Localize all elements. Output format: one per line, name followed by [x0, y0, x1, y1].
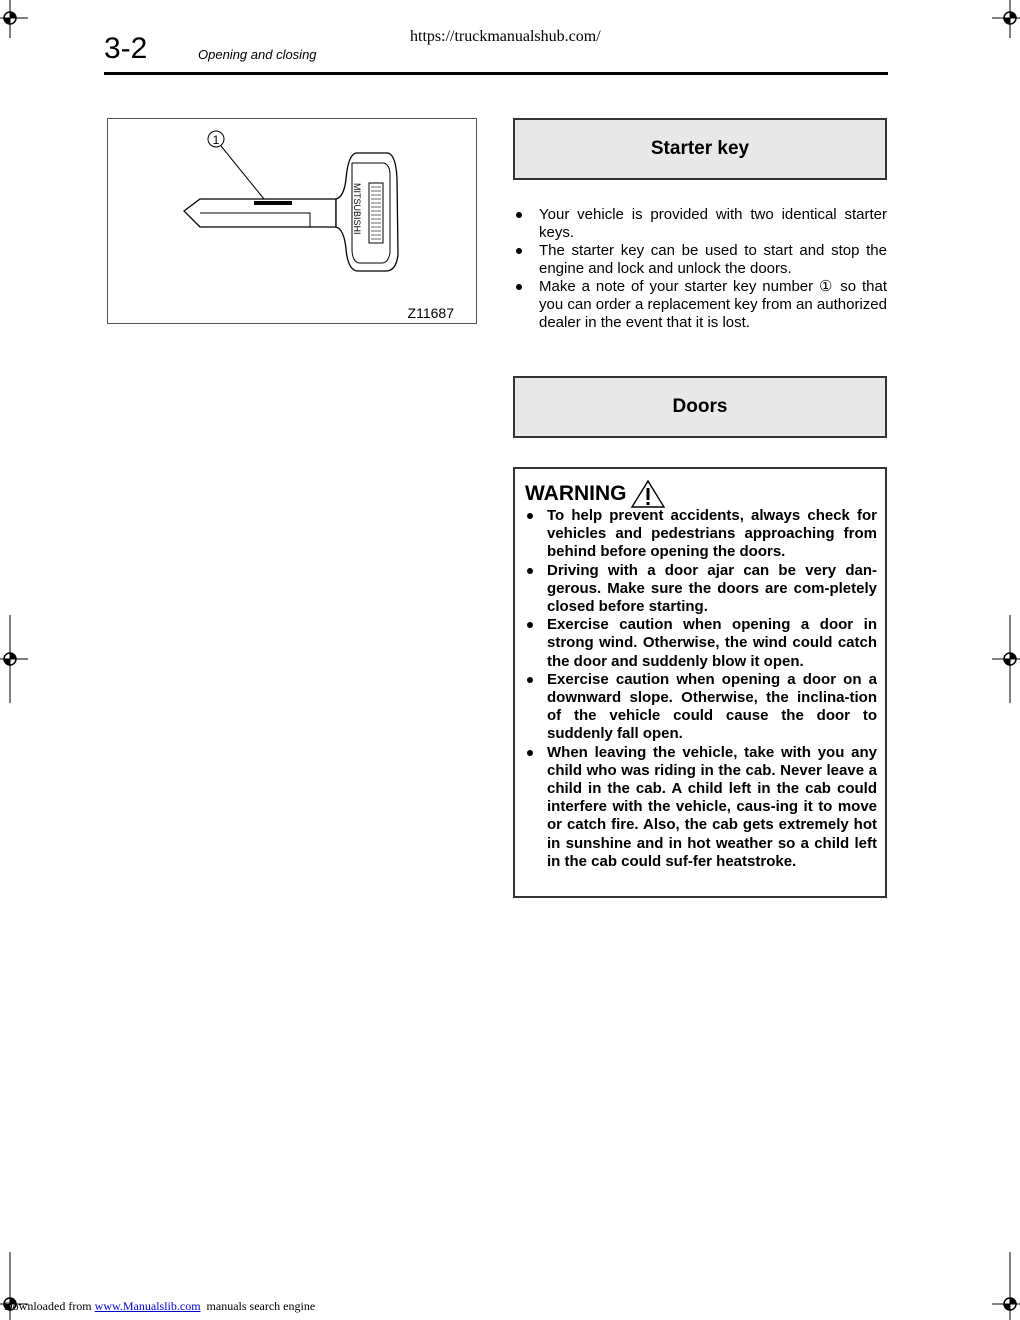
page-number: 3-2 [104, 32, 148, 65]
footer [4, 1299, 315, 1314]
figure-code: Z11687 [407, 305, 454, 321]
list-item: The starter key can be used to start and stop the engine and lock and unlock the doors. [513, 242, 887, 278]
footer-prefix: Downloaded from [4, 1299, 92, 1313]
registration-mark-icon [990, 615, 1020, 705]
footer-link[interactable]: www.Manualslib.com [94, 1299, 201, 1313]
header-url[interactable]: https://truckmanualshub.com/ [410, 28, 601, 45]
list-item: Exercise caution when opening a door on a downward slope. Otherwise, the inclina-tion of the vehicle could cause the door to suddenly fall open. [525, 671, 877, 744]
list-item: To help prevent accidents, always check for vehicles and pedestrians approaching from behind before opening the doors. [525, 507, 877, 562]
list-item: Your vehicle is provided with two identical starter keys. [513, 206, 887, 242]
header-rule [104, 72, 888, 75]
registration-mark-icon [990, 1252, 1020, 1320]
list-item: Driving with a door ajar can be very dan-gerous. Make sure the doors are com-pletely closed before starting. [525, 562, 877, 617]
warning-box [513, 467, 887, 898]
list-item: When leaving the vehicle, take with you any child who was riding in the cab. Never leave a child in the cab. A child left in the cab could interfere with the vehicle, caus-ing it to move or catch fire. Also, the cab gets extremely hot in sunshine and in hot weather so a child left in the cab could suf-fer heatstroke. [525, 744, 877, 871]
starter-key-list [513, 206, 887, 332]
starter-key-heading: Starter key [513, 118, 887, 180]
callout-number: 1 [212, 133, 220, 147]
warning-title-text: WARNING [525, 482, 627, 505]
list-item: Exercise caution when opening a door in strong wind. Otherwise, the wind could catch the door and suddenly blow it open. [525, 616, 877, 671]
list-item: Make a note of your starter key number ① so that you can order a replacement key from an authorized dealer in the event that it is lost. [513, 278, 887, 332]
footer-suffix: manuals search engine [206, 1299, 316, 1313]
registration-mark-icon [990, 0, 1020, 40]
starter-key-illustration [108, 119, 476, 323]
key-figure [107, 118, 477, 324]
key-brand-text: MITSUBISHI [352, 183, 362, 235]
section-title: Opening and closing [198, 47, 317, 62]
warning-title [525, 479, 666, 509]
doors-heading: Doors [513, 376, 887, 438]
registration-mark-icon [0, 615, 30, 705]
warning-triangle-icon [630, 479, 666, 509]
registration-mark-icon [0, 0, 30, 40]
warning-list [525, 507, 877, 871]
